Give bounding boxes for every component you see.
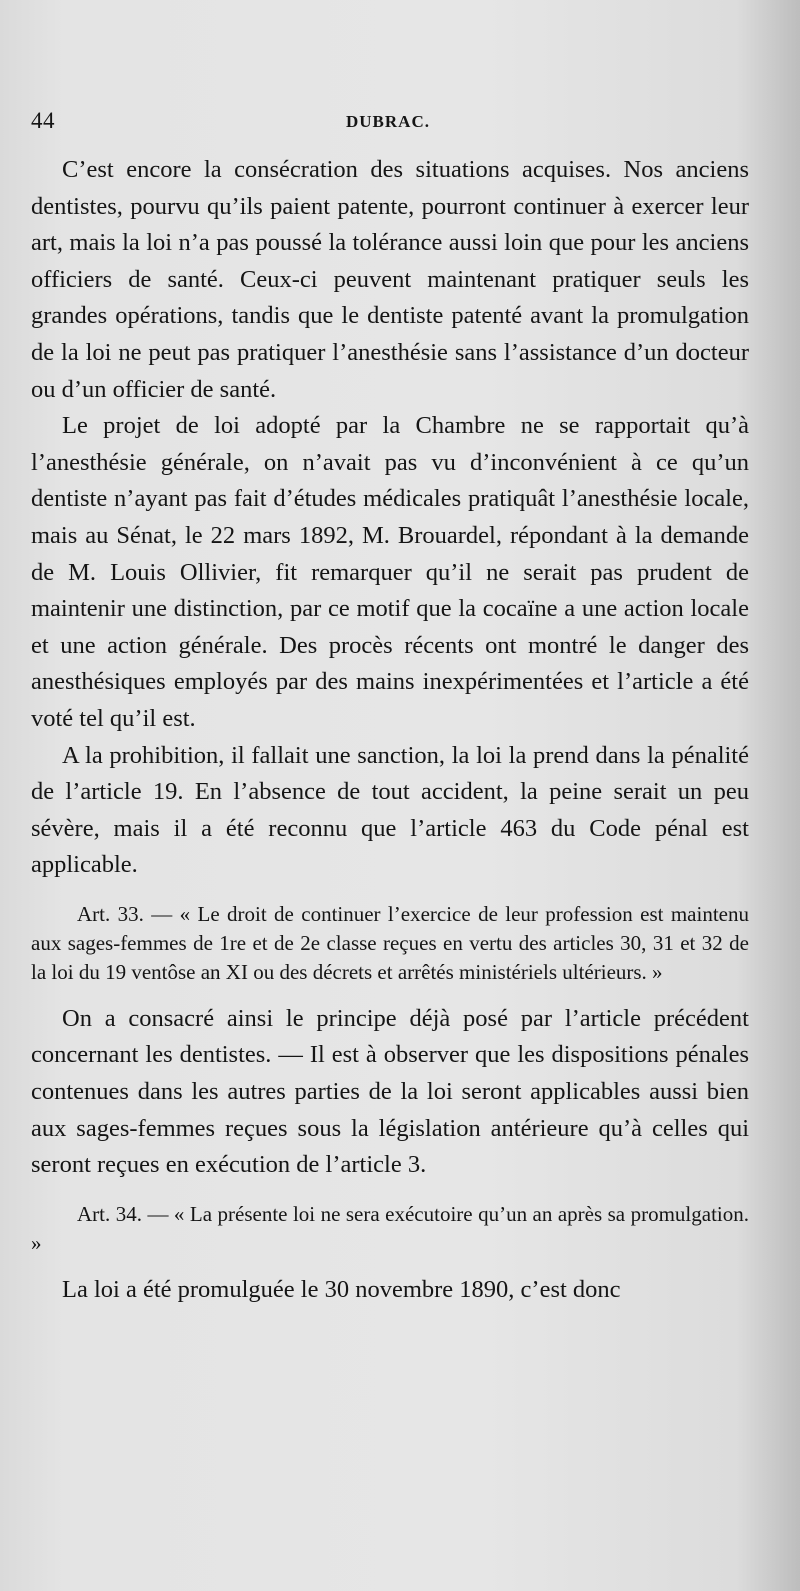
article-33-quote: Art. 33. — « Le droit de continuer l’exercice de leur profession est maintenu aux sages-femmes de 1re et de 2e classe reçues en vertu des articles 30, 31 et 32 de la loi du 19 ventôse an XI ou des décrets et arrêtés ministériels ultérieurs. » [31,901,749,984]
paragraph-midwives: On a consacré ainsi le principe déjà posé par l’article précédent concernant les dentistes. — Il est à observer que les dispositions pénales contenues dans les autres parties de la loi seront applicables aussi bien aux sages-femmes reçues sous la législation antérieure qu’à celles qui seront reçues en exécution de l’article 3. [31,1004,749,1179]
paragraph-dentists-consecration: C’est encore la consécration des situations acquises. Nos anciens dentistes, pourvu qu’ils paient patente, pourront continuer à exercer leur art, mais la loi n’a pas poussé la tolérance aussi loin que pour les anciens officiers de santé. Ceux-ci peuvent maintenant pratiquer seuls les grandes opérations, tandis que le dentiste patenté avant la promulgation de la loi ne peut pas pratiquer l’anesthésie sans l’assistance d’un docteur ou d’un officier de santé. [31,156,749,403]
running-head: DUBRAC. [346,112,430,131]
paragraph-senate-debate: Le projet de loi adopté par la Chambre ne se rapportait qu’à l’anesthésie générale, on n’avait pas vu d’inconvénient à ce qu’un dentiste n’ayant pas fait d’études médicales pratiquât l’anesthésie locale, mais au Sénat, le 22 mars 1892, M. Brouardel, répondant à la demande de M. Louis Ollivier, fit remarquer qu’il ne serait pas prudent de maintenir une distinction, par ce motif que la cocaïne a une action locale et une action générale. Des procès récents ont montré le danger des anesthésiques employés par des mains inexpérimentées et l’article a été voté tel qu’il est. [31,412,749,732]
article-34-quote: Art. 34. — « La présente loi ne sera exécutoire qu’un an après sa promulgation. » [31,1201,749,1255]
paragraph-promulgation: La loi a été promulguée le 30 novembre 1890, c’est donc [62,1275,621,1303]
paragraph-sanction: A la prohibition, il fallait une sanction, la loi la prend dans la pénalité de l’article 19. En l’absence de tout accident, la peine serait un peu sévère, mais il a été reconnu que l’article 463 du Code pénal est applicable. [31,741,749,879]
page-number: 44 [31,108,55,133]
body-text [31,152,749,1308]
page-header [31,108,749,138]
